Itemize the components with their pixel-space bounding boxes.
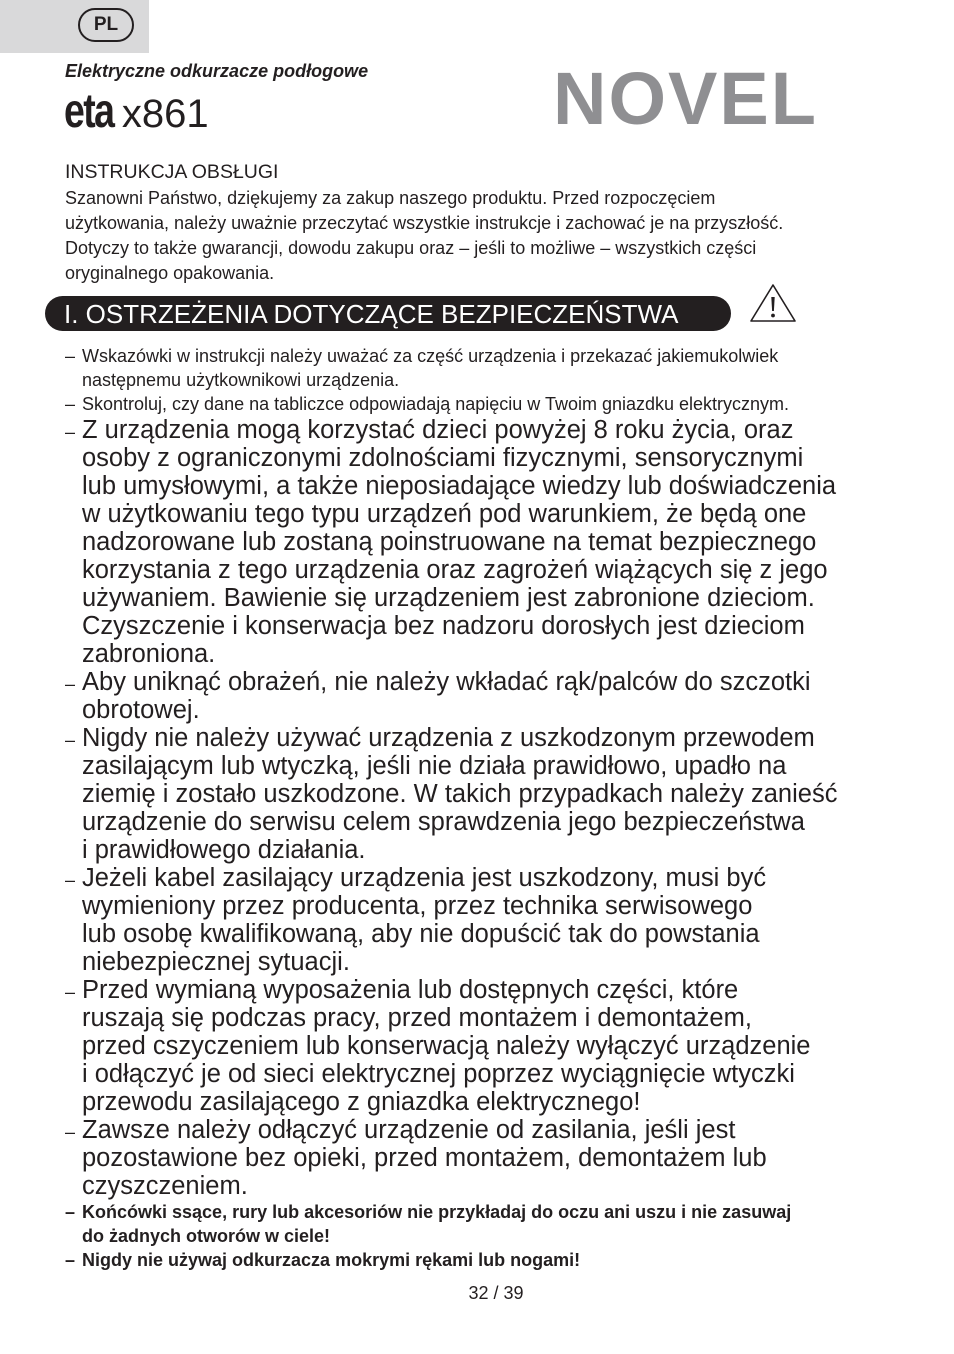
model-number: x861 — [121, 92, 209, 136]
section-heading: I. OSTRZEŻENIA DOTYCZĄCE BEZPIECZEŃSTWA — [45, 296, 731, 331]
warning-line: Wskazówki w instrukcji należy uważać za część urządzenia i przekazać jakiemukolwiek — [82, 346, 779, 366]
warning-line: lub umysłowymi, a także nieposiadające wiedzy lub doświadczenia — [82, 472, 837, 500]
warning-line: Nigdy nie używaj odkurzacza mokrymi rękami lub nogami! — [82, 1250, 581, 1270]
page-number: 32 / 39 — [468, 1283, 524, 1303]
warning-line: zabroniona. — [82, 640, 216, 668]
warning-line: osoby z ograniczonymi zdolnościami fizycznymi, sensorycznymi — [82, 444, 804, 472]
warning-item — [65, 1248, 895, 1272]
warning-line: pozostawione bez opieki, przed montażem, demontażem lub — [82, 1144, 767, 1172]
warning-item — [65, 392, 895, 416]
brand-logo: eta — [64, 85, 114, 138]
product-category: Elektryczne odkurzacze podłogowe — [65, 61, 369, 81]
warning-triangle-icon — [748, 282, 798, 324]
warning-line: Czyszczenie i konserwacja bez nadzoru dorosłych jest dzieciom — [82, 612, 805, 640]
warning-line: w użytkowaniu tego typu urządzeń pod warunkiem, że będą one — [82, 500, 807, 528]
warning-line: przewodu zasilającego z gniazdka elektrycznego! — [82, 1088, 641, 1116]
list-dash: – — [65, 730, 76, 750]
warning-line: korzystania z tego urządzenia oraz zagrożeń wiążących się z jego — [82, 556, 828, 584]
list-dash: – — [65, 422, 76, 442]
list-dash: – — [65, 1250, 76, 1270]
warning-line: do żadnych otworów w ciele! — [82, 1226, 331, 1246]
list-dash: – — [65, 394, 76, 414]
warning-line: urządzenie do serwisu celem sprawdzenia jego bezpieczeństwa — [82, 808, 805, 836]
warning-line: Jeżeli kabel zasilający urządzenia jest uszkodzony, musi być — [82, 864, 767, 892]
intro-line: oryginalnego opakowania. — [65, 263, 275, 283]
language-badge: PL — [78, 8, 134, 42]
warning-line: następnemu użytkownikowi urządzenia. — [82, 370, 400, 390]
warning-line: używaniem. Bawienie się urządzeniem jest zabronione dzieciom. — [82, 584, 815, 612]
warning-line: Przed wymianą wyposażenia lub dostępnych części, które — [82, 976, 739, 1004]
warning-item — [65, 668, 895, 724]
intro-block — [65, 160, 895, 286]
warning-line: i prawidłowego działania. — [82, 836, 366, 864]
warning-item — [65, 344, 895, 392]
warning-item — [65, 416, 895, 668]
warning-line: Z urządzenia mogą korzystać dzieci powyżej 8 roku życia, oraz — [82, 416, 794, 444]
language-tab — [0, 0, 149, 53]
warning-line: nadzorowane lub zostaną poinstruowane na temat bezpiecznego — [82, 528, 817, 556]
warning-line: czyszczeniem. — [82, 1172, 248, 1200]
warning-list — [65, 344, 895, 1272]
warning-line: obrotowej. — [82, 696, 200, 724]
warning-item — [65, 976, 895, 1116]
list-dash: – — [65, 982, 76, 1002]
list-dash: – — [65, 346, 76, 366]
warning-line: ruszają się podczas pracy, przed montażem i demontażem, — [82, 1004, 752, 1032]
intro-line: Dotyczy to także gwarancji, dowodu zakupu oraz – jeśli to możliwe – wszystkich części — [65, 238, 757, 258]
warning-line: niebezpiecznej sytuacji. — [82, 948, 350, 976]
warning-line: przed cszyczeniem lub konserwacją należy wyłączyć urządzenie — [82, 1032, 811, 1060]
warning-line: lub osobę kwalifikowaną, aby nie dopuścić tak do powstania — [82, 920, 760, 948]
warning-line: Skontroluj, czy dane na tabliczce odpowiadają napięciu w Twoim gniazdku elektrycznym. — [82, 394, 790, 414]
warning-line: Zawsze należy odłączyć urządzenie od zasilania, jeśli jest — [82, 1116, 736, 1144]
warning-item — [65, 1200, 895, 1248]
list-dash: – — [65, 870, 76, 890]
warning-line: Nigdy nie należy używać urządzenia z uszkodzonym przewodem — [82, 724, 815, 752]
intro-title: INSTRUKCJA OBSŁUGI — [65, 161, 279, 183]
warning-line: Aby uniknąć obrażeń, nie należy wkładać rąk/palców do szczotki — [82, 668, 811, 696]
warning-line: i odłączyć je od sieci elektrycznej poprzez wyciągnięcie wtyczki — [82, 1060, 795, 1088]
warning-item — [65, 724, 895, 864]
list-dash: – — [65, 1202, 76, 1222]
list-dash: – — [65, 674, 76, 694]
model-heading — [64, 85, 209, 138]
list-dash: – — [65, 1122, 76, 1142]
intro-line: Szanowni Państwo, dziękujemy za zakup naszego produktu. Przed rozpoczęciem — [65, 188, 716, 208]
warning-item — [65, 1116, 895, 1200]
product-name: NOVEL — [553, 57, 818, 140]
warning-line: wymieniony przez producenta, przez technika serwisowego — [82, 892, 753, 920]
warning-line: ziemię i zostało uszkodzone. W takich przypadkach należy zanieść — [82, 780, 838, 808]
warning-line: zasilającym lub wtyczką, jeśli nie działa prawidłowo, upadło na — [82, 752, 787, 780]
intro-line: użytkowania, należy uważnie przeczytać wszystkie instrukcje i zachować je na przyszłość. — [65, 213, 784, 233]
warning-line: Końcówki ssące, rury lub akcesoriów nie przykładaj do oczu ani uszu i nie zasuwaj — [82, 1202, 792, 1222]
warning-item — [65, 864, 895, 976]
